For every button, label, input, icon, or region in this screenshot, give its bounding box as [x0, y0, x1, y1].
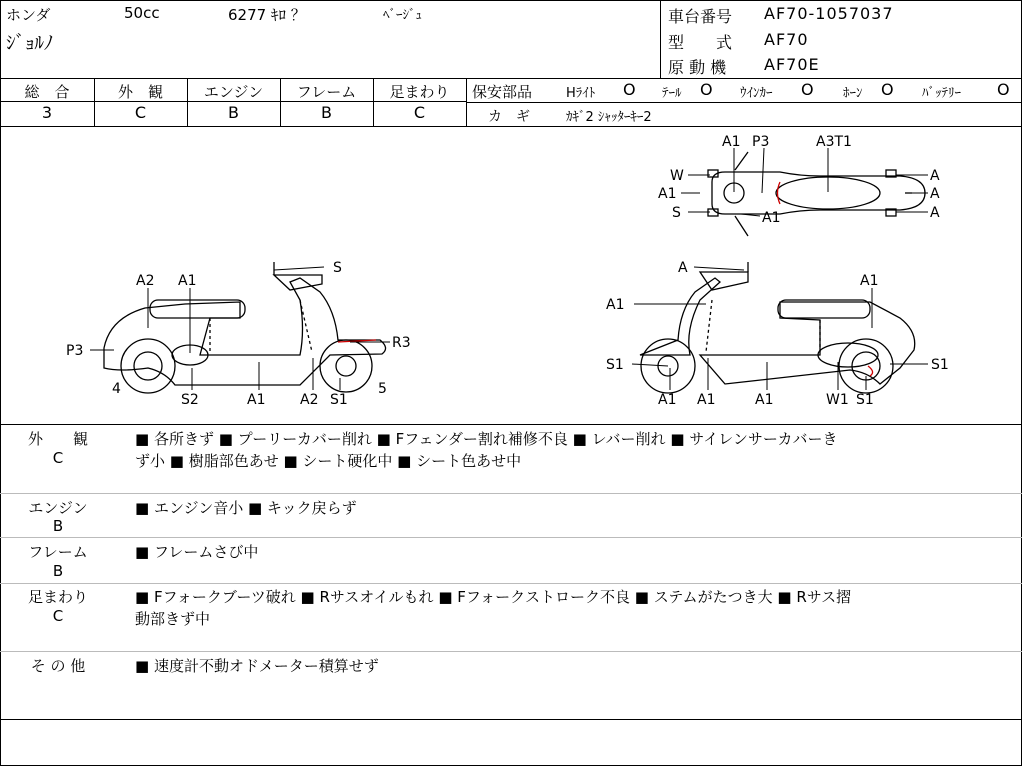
label-right-s1-right: S1 — [931, 357, 949, 373]
label-right-a1-b3: A1 — [755, 392, 774, 408]
label-left-5: 5 — [378, 381, 387, 397]
mileage: 6277 ｷﾛ ？ — [228, 6, 306, 24]
note-exterior-line2: ず小 ■ 樹脂部色あせ ■ シート硬化中 ■ シート色あせ中 — [135, 452, 522, 470]
label-top-a1: A1 — [722, 134, 741, 150]
type-label: 型 式 — [668, 33, 733, 52]
grade-engine-value: B — [228, 103, 239, 122]
note-engine-label: エンジン — [28, 499, 88, 517]
frame-no-label: 車台番号 — [668, 7, 733, 26]
diagram-bottom-line — [0, 424, 1022, 425]
label-left-s: S — [333, 260, 342, 276]
damage-diagram — [0, 127, 1022, 424]
safety-headlight-ok: O — [623, 80, 636, 99]
grade-frame-label: フレーム — [296, 83, 357, 101]
grade-suspension-label: 足まわり — [389, 83, 450, 101]
type-value: AF70 — [764, 30, 809, 49]
maker: ホンダ — [6, 6, 51, 24]
note-susp-grade: C — [52, 607, 64, 625]
label-left-a2: A2 — [136, 273, 155, 289]
grade-exterior-label: 外 観 — [117, 83, 163, 101]
safety-battery-ok: O — [997, 80, 1010, 99]
note-frame-line1: ■ フレームさび中 — [135, 543, 259, 561]
label-left-a1-bottom: A1 — [247, 392, 266, 408]
safety-horn-ok: O — [881, 80, 894, 99]
grade-engine-label: エンジン — [203, 83, 264, 101]
key-label: カ ギ — [488, 109, 530, 125]
note-other-label: そ の 他 — [30, 657, 86, 675]
label-top-a-2: A — [930, 186, 940, 202]
label-left-a1: A1 — [178, 273, 197, 289]
engine-value: AF70E — [764, 55, 820, 74]
note-exterior-label: 外 観 — [27, 430, 88, 448]
label-top-a1-bottom: A1 — [762, 210, 781, 226]
safety-label: 保安部品 — [472, 83, 533, 101]
notes-bottom-line — [0, 719, 1022, 720]
displacement: 50cc — [124, 4, 160, 22]
label-left-4: 4 — [112, 381, 121, 397]
safety-winker: ｳｲﾝｶｰ — [740, 86, 773, 101]
label-top-s: S — [672, 205, 681, 221]
color: ﾍﾞｰｼﾞｭ — [383, 8, 422, 23]
label-top-w: W — [670, 168, 684, 184]
label-left-p3: P3 — [66, 343, 84, 359]
note-other-line1: ■ 速度計不動オドメーター積算せず — [135, 657, 379, 675]
label-top-a3t1: A3T1 — [816, 134, 852, 150]
grade-exterior-value: C — [134, 103, 147, 122]
safety-headlight: Hﾗｲﾄ — [566, 86, 596, 101]
note-frame-grade: B — [52, 562, 64, 580]
model-name: ｼﾞｮﾙﾉ — [6, 32, 54, 54]
label-top-a1-left: A1 — [658, 186, 677, 202]
label-right-a1-mid: A1 — [606, 297, 625, 313]
note-engine-line1: ■ エンジン音小 ■ キック戻らず — [135, 499, 357, 517]
label-right-a1-b1: A1 — [658, 392, 677, 408]
note-exterior-grade: C — [52, 449, 64, 467]
note-susp-line1: ■ Fフォークブーツ破れ ■ Rサスオイルもれ ■ Fフォークストローク不良 ■ ステムがたつき大 ■ Rサス摺 — [135, 588, 852, 606]
scooter-top-view — [708, 152, 925, 236]
safety-horn: ﾎｰﾝ — [843, 86, 863, 101]
grade-suspension-value: C — [413, 103, 426, 122]
label-right-s1-bottom: S1 — [856, 392, 874, 408]
note-susp-label: 足まわり — [27, 588, 88, 606]
key-value: ｶｷﾞ2 ｼｬｯﾀｰｷｰ2 — [566, 110, 652, 125]
header-divider — [660, 0, 661, 78]
label-right-a1-top: A1 — [860, 273, 879, 289]
label-right-a1-b2: A1 — [697, 392, 716, 408]
label-top-p3: P3 — [752, 134, 770, 150]
label-left-s1: S1 — [330, 392, 348, 408]
note-engine-grade: B — [52, 517, 64, 535]
label-left-s2: S2 — [181, 392, 199, 408]
label-right-s1-left: S1 — [606, 357, 624, 373]
grade-frame-value: B — [321, 103, 332, 122]
safety-battery: ﾊﾞｯﾃﾘｰ — [922, 86, 961, 101]
note-exterior-line1: ■ 各所きず ■ プーリーカバー削れ ■ Fフェンダー割れ補修不良 ■ レバー削れ ■ サイレンサーカバーき — [135, 430, 838, 448]
grade-overall-label: 総 合 — [24, 83, 70, 101]
label-left-a2-bottom: A2 — [300, 392, 319, 408]
header-bottom-line — [0, 78, 1022, 79]
note-susp-line2: 動部きず中 — [135, 610, 211, 628]
frame-no-value: AF70-1057037 — [764, 4, 894, 23]
label-right-a: A — [678, 260, 688, 276]
label-left-r3: R3 — [392, 335, 411, 351]
label-right-w1: W1 — [826, 392, 849, 408]
safety-winker-ok: O — [801, 80, 814, 99]
safety-tail-ok: O — [700, 80, 713, 99]
engine-label: 原 動 機 — [668, 58, 727, 77]
label-top-a-3: A — [930, 205, 940, 221]
note-frame-label: フレーム — [28, 543, 88, 561]
safety-tail: ﾃｰﾙ — [662, 86, 682, 101]
label-top-a-1: A — [930, 168, 940, 184]
grade-overall-value: 3 — [41, 103, 53, 122]
